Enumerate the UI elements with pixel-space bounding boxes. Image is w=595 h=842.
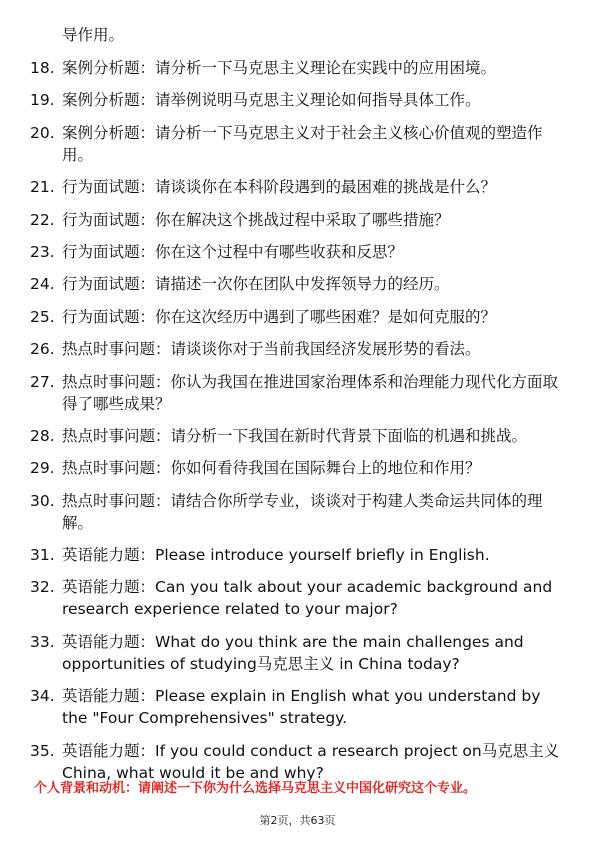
- question-number: 24.: [30, 275, 55, 294]
- question-item: [0, 306, 595, 328]
- question-number: 30.: [30, 491, 55, 510]
- question-number: 25.: [30, 307, 55, 326]
- question-item: [0, 631, 595, 675]
- question-item: [0, 273, 595, 295]
- question-text: 案例分析题：请举例说明马克思主义理论如何指导具体工作。: [62, 91, 481, 110]
- question-item: [0, 576, 595, 620]
- question-text: 英语能力题：Can you talk about your academic background and research experience related to your major?: [62, 578, 553, 619]
- question-item: [0, 740, 595, 784]
- question-number: 35.: [30, 741, 55, 760]
- question-text: 行为面试题：你在这个过程中有哪些收获和反思？: [62, 242, 404, 261]
- question-text: 案例分析题：请分析一下马克思主义对于社会主义核心价值观的塑造作用。: [62, 123, 543, 164]
- question-item: [0, 490, 595, 534]
- question-text: 英语能力题：If you could conduct a research project on马克思主义 China, what would it be and why?: [62, 741, 560, 782]
- question-number: 32.: [30, 578, 55, 597]
- question-text: 行为面试题：你在这次经历中遇到了哪些困难？是如何克服的？: [62, 307, 497, 326]
- question-text: 英语能力题：What do you think are the main challenges and opportunities of studying马克思主义 in China today?: [62, 632, 524, 673]
- question-item: [0, 209, 595, 231]
- page-footer: 第2页，共63页: [259, 814, 336, 827]
- question-text: 热点时事问题：请谈谈你对于当前我国经济发展形势的看法。: [62, 340, 481, 359]
- question-item: [0, 241, 595, 263]
- question-text: 热点时事问题：请结合你所学专业，谈谈对于构建人类命运共同体的理解。: [62, 491, 543, 532]
- question-number: 28.: [30, 426, 55, 445]
- question-item: [0, 371, 595, 415]
- question-number: 31.: [30, 546, 55, 565]
- question-item: [0, 122, 595, 166]
- question-number: 33.: [30, 632, 55, 651]
- question-number: 18.: [30, 59, 55, 77]
- question-text: 热点时事问题：你如何看待我国在国际舞台上的地位和作用？: [62, 459, 481, 478]
- question-number: 22.: [30, 210, 55, 229]
- question-item: [0, 685, 595, 729]
- question-item: [0, 176, 595, 198]
- question-text: 行为面试题：请谈谈你在本科阶段遇到的最困难的挑战是什么？: [62, 178, 497, 197]
- question-text: 英语能力题：Please explain in English what you understand by the "Four Comprehensives" strategy.: [62, 687, 541, 728]
- question-item: [0, 89, 595, 111]
- question-number: 34.: [30, 687, 55, 706]
- question-item: [0, 338, 595, 360]
- highlighted-question: 个人背景和动机：请阐述一下你为什么选择马克思主义中国化研究这个专业。: [34, 781, 477, 796]
- question-number: 29.: [30, 459, 55, 478]
- question-text: 热点时事问题：你认为我国在推进国家治理体系和治理能力现代化方面取得了哪些成果？: [62, 372, 559, 413]
- question-text: 行为面试题：你在解决这个挑战过程中采取了哪些措施？: [62, 210, 450, 229]
- question-item: [0, 544, 595, 566]
- question-text: 案例分析题：请分析一下马克思主义理论在实践中的应用困境。: [62, 59, 497, 77]
- question-item: [0, 425, 595, 447]
- question-item: [0, 457, 595, 479]
- question-number: 23.: [30, 242, 55, 261]
- question-number: 26.: [30, 340, 55, 359]
- question-number: 19.: [30, 91, 55, 110]
- question-text: 行为面试题：请描述一次你在团队中发挥领导力的经历。: [62, 275, 450, 294]
- question-number: 20.: [30, 123, 55, 142]
- question-number: 21.: [30, 178, 55, 197]
- question-item: [0, 57, 595, 79]
- continued-text: 导作用。: [62, 26, 125, 44]
- question-text: 英语能力题：Please introduce yourself briefly in English.: [62, 546, 490, 565]
- question-list: [0, 57, 595, 794]
- question-number: 27.: [30, 372, 55, 391]
- question-text: 热点时事问题：请分析一下我国在新时代背景下面临的机遇和挑战。: [62, 426, 528, 445]
